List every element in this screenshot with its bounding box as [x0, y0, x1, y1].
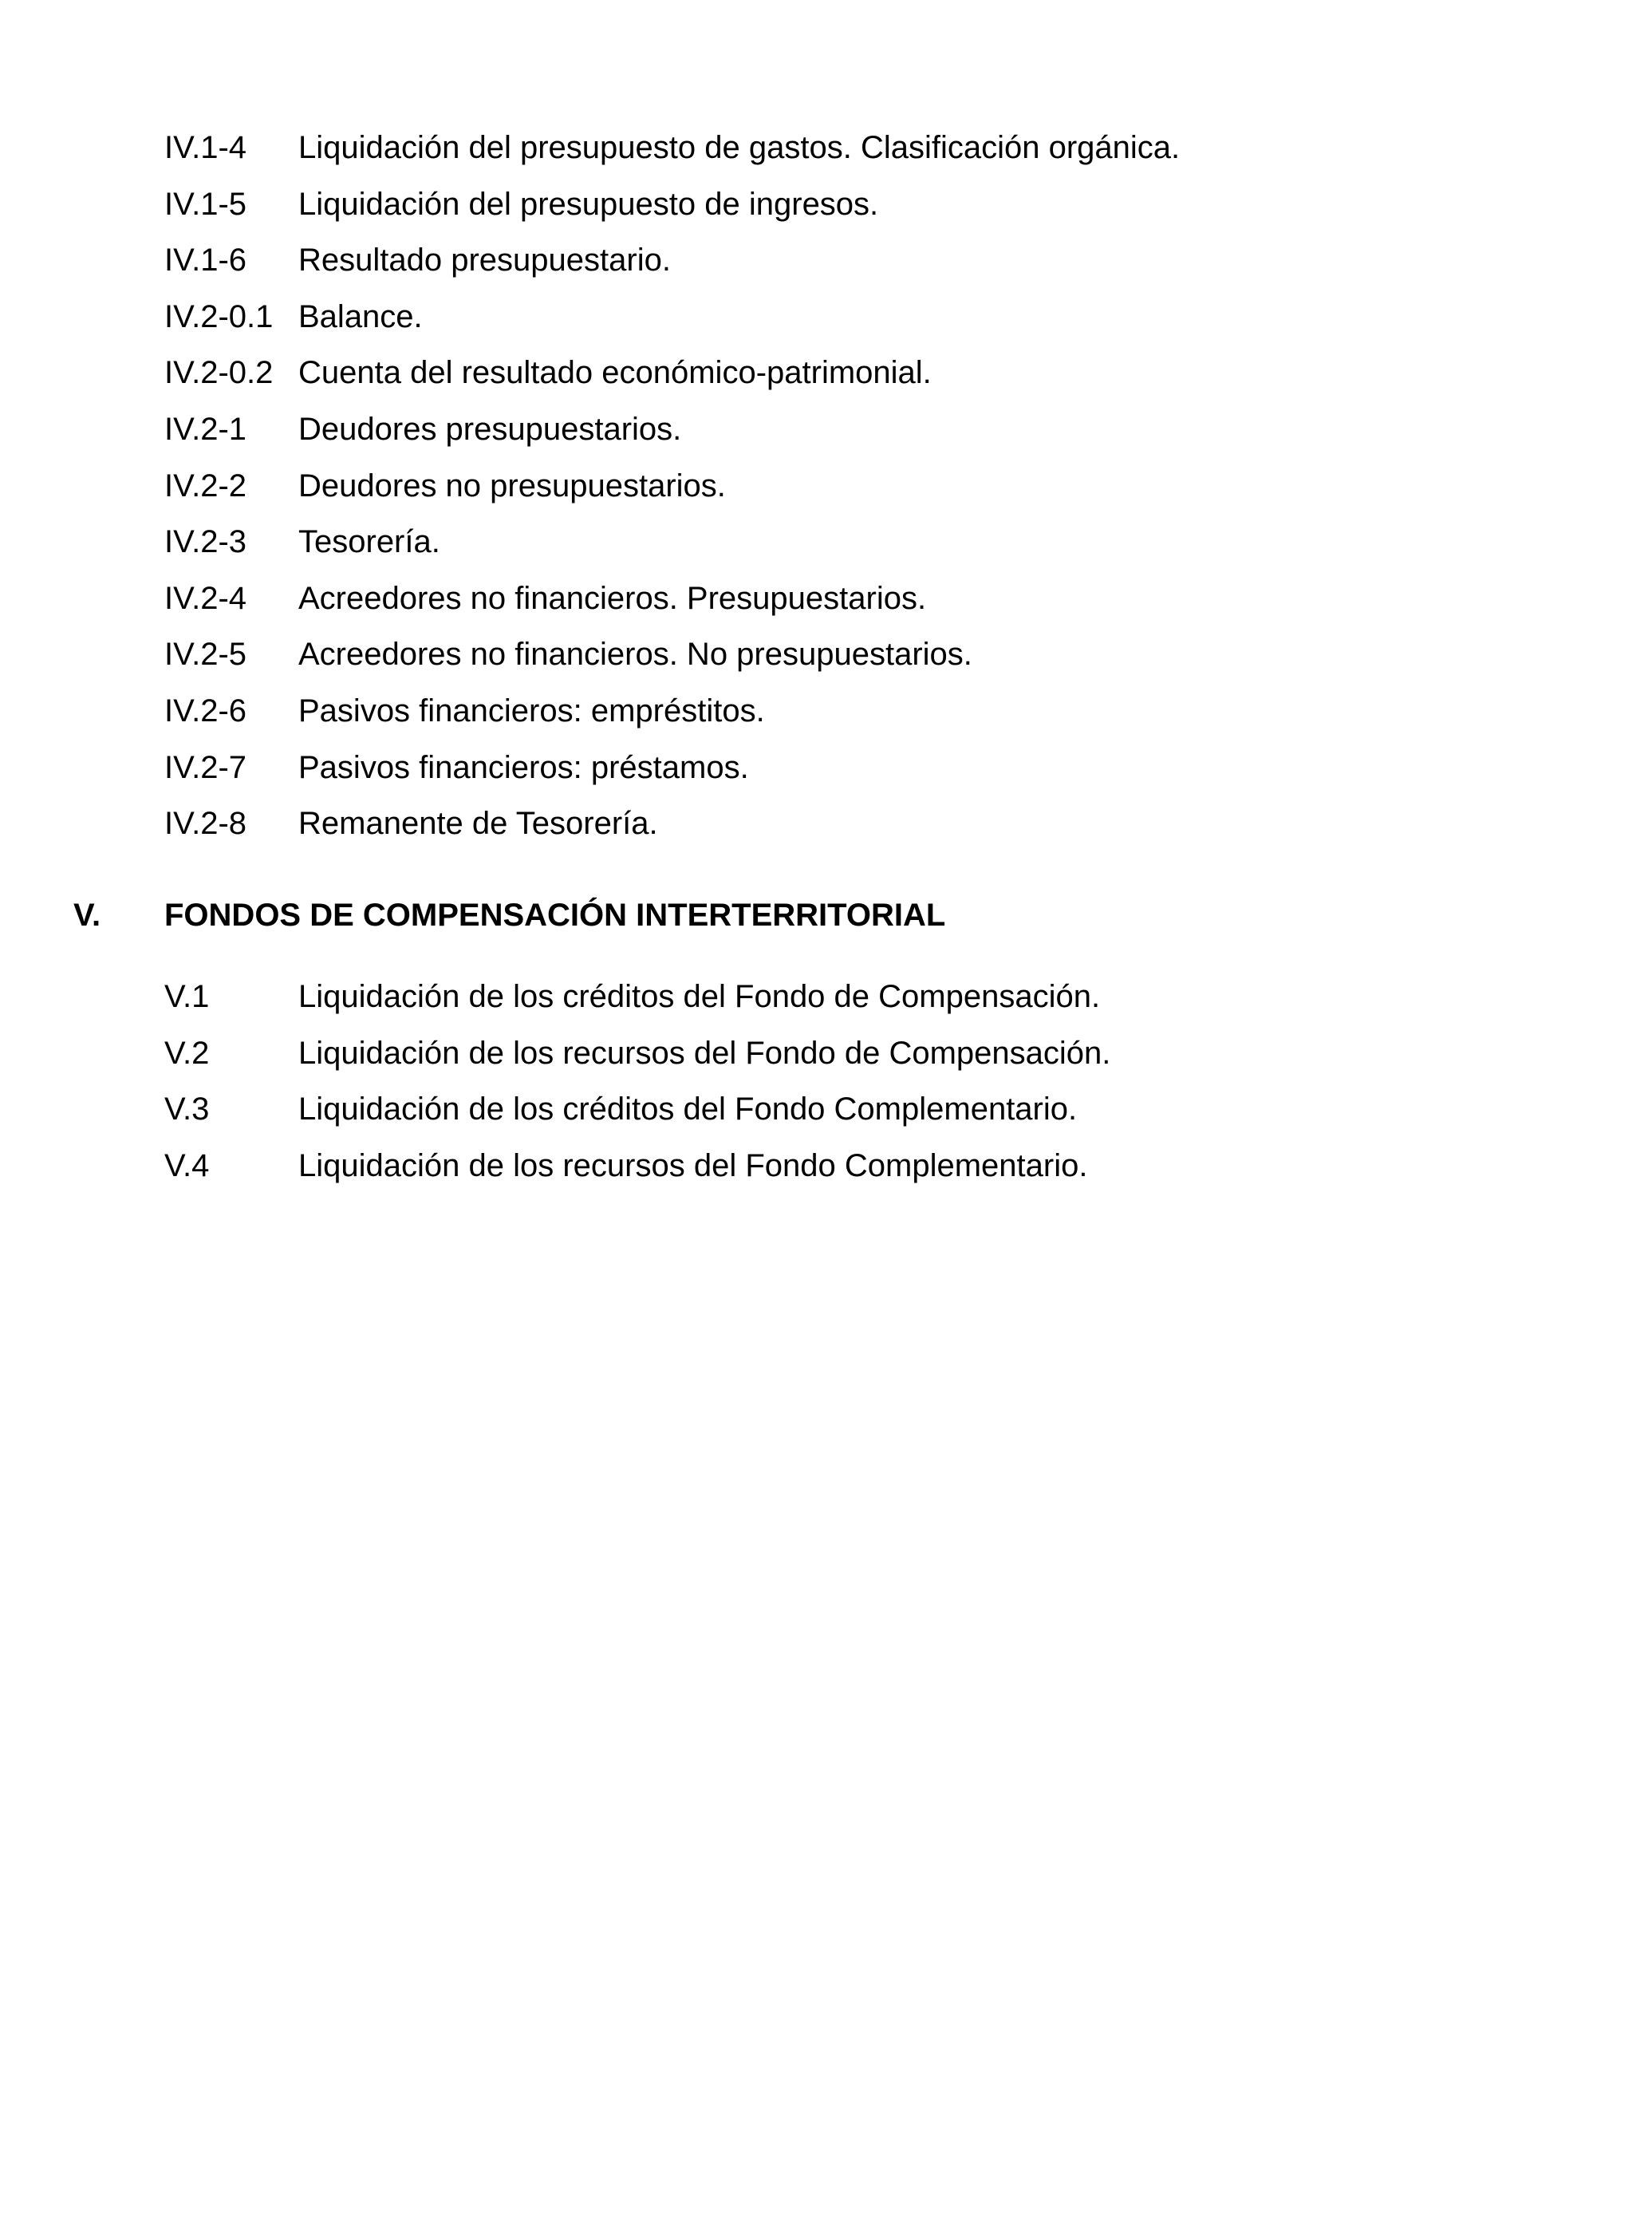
- list-item: [164, 969, 1600, 1025]
- list-item: [164, 1025, 1600, 1082]
- list-item: [164, 289, 1600, 345]
- list-item: [164, 626, 1600, 683]
- item-code: IV.2-1: [164, 411, 247, 447]
- item-text: Liquidación del presupuesto de ingresos.: [298, 186, 879, 222]
- list-item: [164, 740, 1600, 796]
- item-text: Liquidación de los créditos del Fondo de Compensación.: [298, 979, 1101, 1014]
- item-code: IV.2-7: [164, 749, 247, 785]
- item-code: IV.2-0.1: [164, 298, 274, 334]
- item-code: IV.2-0.2: [164, 355, 274, 391]
- list-item: [164, 401, 1600, 458]
- item-text: Pasivos financieros: empréstitos.: [298, 693, 765, 728]
- list-item: [164, 796, 1600, 852]
- item-code: IV.2-8: [164, 806, 247, 842]
- list-item: [164, 1081, 1600, 1138]
- item-text: Liquidación del presupuesto de gastos. Clasificación orgánica.: [298, 130, 1181, 165]
- item-code: IV.2-2: [164, 468, 247, 503]
- list-item: [164, 1138, 1600, 1194]
- item-text: Pasivos financieros: préstamos.: [298, 749, 749, 785]
- list-item: [164, 232, 1600, 289]
- list-item: [164, 514, 1600, 571]
- item-code: IV.2-6: [164, 693, 247, 728]
- item-text: Deudores no presupuestarios.: [298, 468, 726, 503]
- item-code: IV.2-5: [164, 637, 247, 673]
- item-text: Cuenta del resultado económico-patrimonial.: [298, 355, 932, 391]
- item-code: IV.2-4: [164, 580, 247, 616]
- item-code: IV.1-6: [164, 243, 247, 278]
- item-text: Balance.: [298, 298, 423, 334]
- item-text: Liquidación de los créditos del Fondo Complementario.: [298, 1092, 1078, 1127]
- item-code: IV.1-4: [164, 130, 247, 165]
- section-title: FONDOS DE COMPENSACIÓN INTERTERRITORIAL: [164, 898, 946, 933]
- item-code: V.4: [164, 1147, 210, 1183]
- section-iv-list: [164, 120, 1600, 852]
- item-text: Liquidación de los recursos del Fondo de Compensación.: [298, 1035, 1111, 1071]
- list-item: [164, 571, 1600, 627]
- item-text: Acreedores no financieros. Presupuestarios.: [298, 580, 927, 616]
- item-text: Resultado presupuestario.: [298, 243, 671, 278]
- list-item: [164, 345, 1600, 401]
- item-code: V.1: [164, 979, 210, 1014]
- list-item: [164, 120, 1600, 176]
- list-item: [164, 683, 1600, 740]
- section-number: V.: [73, 898, 101, 933]
- item-text: Liquidación de los recursos del Fondo Complementario.: [298, 1147, 1088, 1183]
- item-code: V.2: [164, 1035, 210, 1071]
- item-code: V.3: [164, 1092, 210, 1127]
- item-text: Remanente de Tesorería.: [298, 806, 658, 842]
- section-v-list: [164, 969, 1600, 1194]
- item-code: IV.2-3: [164, 524, 247, 560]
- list-item: [164, 176, 1600, 233]
- item-text: Acreedores no financieros. No presupuestarios.: [298, 637, 972, 673]
- list-item: [164, 458, 1600, 515]
- item-code: IV.1-5: [164, 186, 247, 222]
- item-text: Deudores presupuestarios.: [298, 411, 682, 447]
- item-text: Tesorería.: [298, 524, 440, 560]
